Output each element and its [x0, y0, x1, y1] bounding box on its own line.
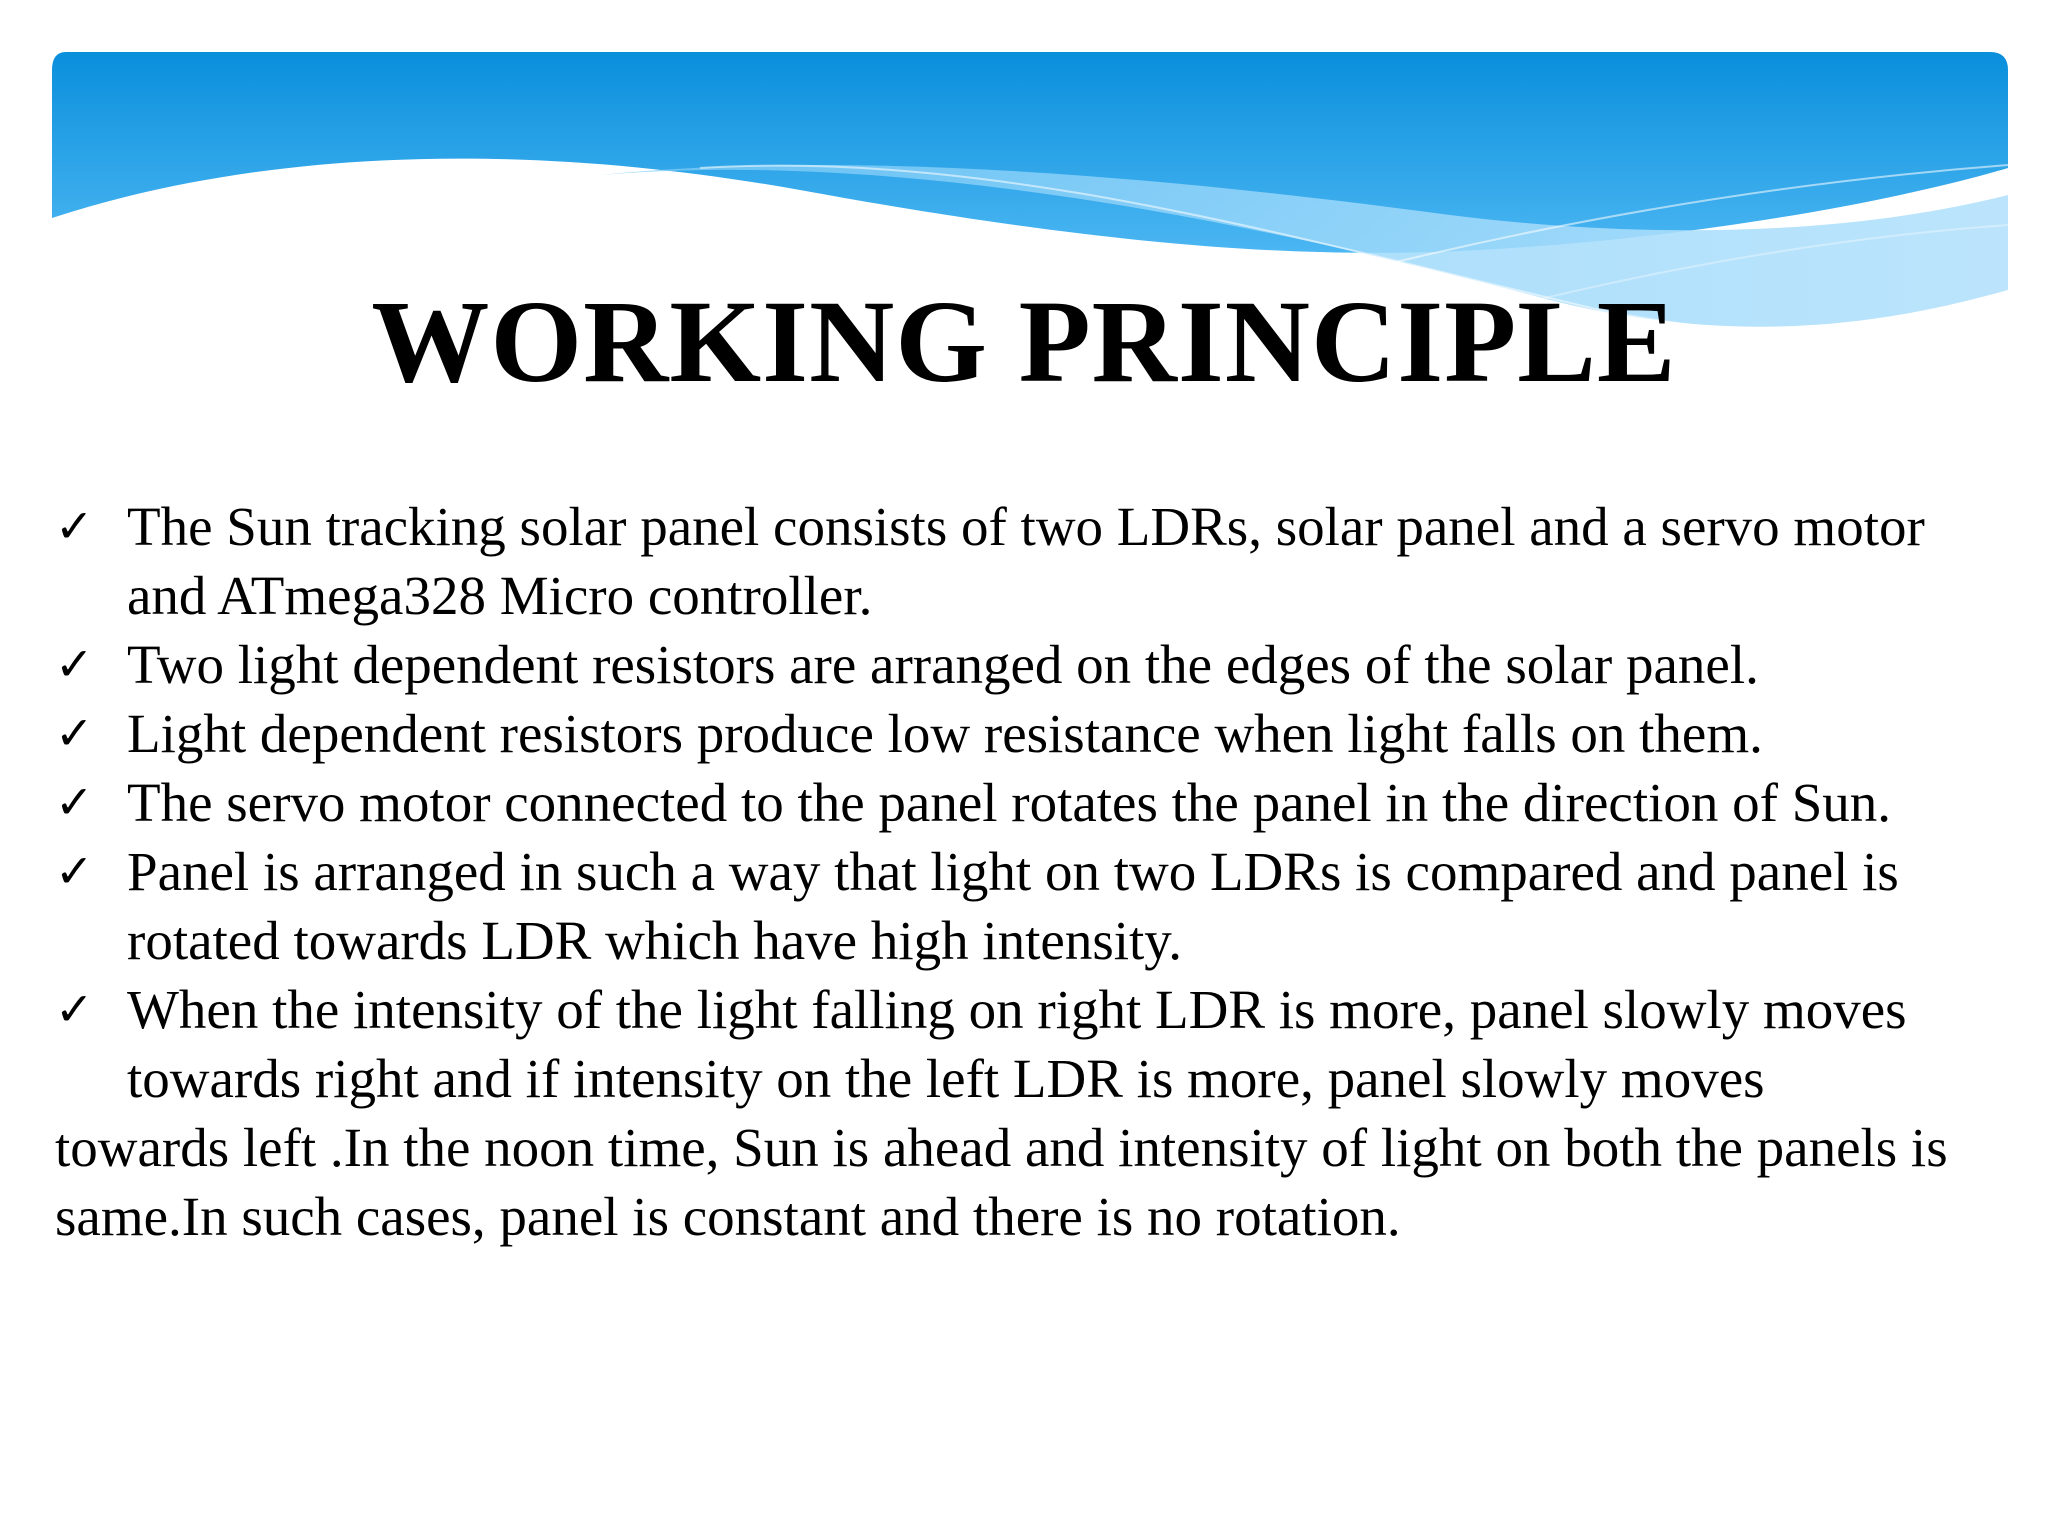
- bullet-text: The Sun tracking solar panel consists of two LDRs, solar panel and a servo motor and ATmega328 Micro controller.: [127, 496, 1925, 626]
- bullet-item: [55, 768, 2015, 837]
- continuation-paragraph: towards left .In the noon time, Sun is ahead and intensity of light on both the panels is same.In such cases, panel is constant and there is no rotation.: [55, 1117, 1948, 1247]
- checkmark-icon: ✓: [55, 844, 94, 898]
- checkmark-icon: ✓: [55, 706, 94, 760]
- bullet-list: [55, 492, 2015, 1251]
- banner-top-band: [52, 52, 2008, 253]
- slide-title: WORKING PRINCIPLE: [371, 276, 1677, 407]
- bullet-item: [55, 699, 2015, 768]
- bullet-text: Two light dependent resistors are arranged on the edges of the solar panel.: [127, 634, 1759, 695]
- bullet-text: When the intensity of the light falling on right LDR is more, panel slowly moves towards right and if intensity on the left LDR is more, panel slowly moves: [127, 979, 1907, 1109]
- bullet-text: Light dependent resistors produce low resistance when light falls on them.: [127, 703, 1763, 764]
- bullet-text: Panel is arranged in such a way that light on two LDRs is compared and panel is rotated towards LDR which have high intensity.: [127, 841, 1899, 971]
- bullet-item: [55, 975, 2015, 1113]
- checkmark-icon: ✓: [55, 499, 94, 553]
- bullet-item: [55, 492, 2015, 630]
- checkmark-icon: ✓: [55, 637, 94, 691]
- bullet-text: The servo motor connected to the panel rotates the panel in the direction of Sun.: [127, 772, 1892, 833]
- bullet-item: [55, 630, 2015, 699]
- checkmark-icon: ✓: [55, 775, 94, 829]
- checkmark-icon: ✓: [55, 982, 94, 1036]
- bullet-item: [55, 837, 2015, 975]
